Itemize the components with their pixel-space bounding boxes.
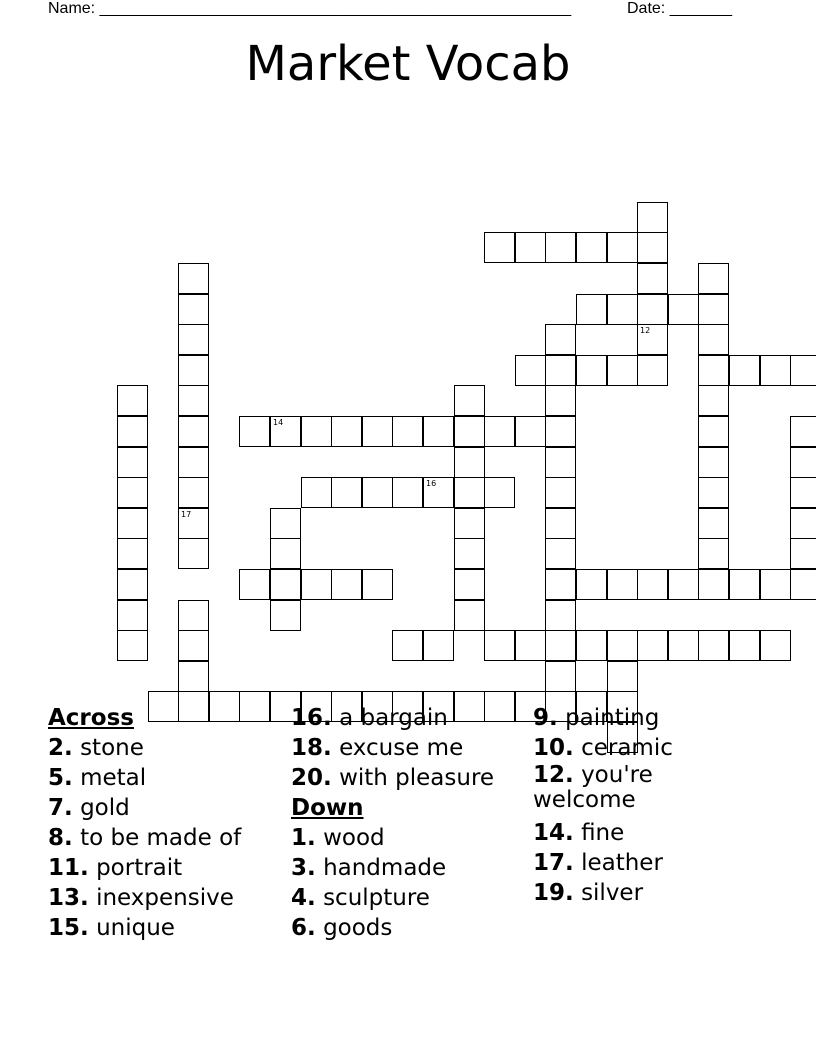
grid-cell[interactable]	[637, 324, 668, 355]
grid-cell[interactable]	[545, 508, 576, 539]
grid-cell[interactable]	[484, 477, 515, 508]
grid-cell[interactable]	[178, 661, 209, 692]
grid-cell[interactable]	[698, 324, 729, 355]
grid-cell[interactable]	[331, 416, 362, 447]
grid-cell[interactable]	[454, 477, 485, 508]
grid-cell[interactable]	[698, 508, 729, 539]
grid-cell[interactable]	[790, 447, 816, 478]
grid-cell[interactable]	[331, 569, 362, 600]
grid-cell[interactable]	[729, 569, 760, 600]
grid-cell[interactable]	[454, 508, 485, 539]
grid-cell[interactable]	[178, 294, 209, 325]
grid-cell[interactable]	[454, 600, 485, 631]
grid-cell[interactable]	[790, 508, 816, 539]
across-clue-13: 13. inexpensive	[48, 885, 234, 911]
grid-cell[interactable]	[178, 324, 209, 355]
grid-cell[interactable]	[423, 416, 454, 447]
grid-cell[interactable]	[454, 569, 485, 600]
grid-cell[interactable]	[515, 355, 546, 386]
clue-number-label: 14	[273, 418, 284, 427]
grid-cell[interactable]	[362, 569, 393, 600]
grid-cell[interactable]	[576, 232, 607, 263]
grid-cell[interactable]	[178, 600, 209, 631]
grid-cell[interactable]	[392, 416, 423, 447]
across-clue-18: 18. excuse me	[291, 735, 464, 761]
grid-cell[interactable]	[607, 569, 638, 600]
grid-cell[interactable]	[331, 477, 362, 508]
header-line	[48, 0, 748, 20]
grid-cell[interactable]	[698, 538, 729, 569]
grid-cell[interactable]	[576, 355, 607, 386]
grid-cell[interactable]	[607, 661, 638, 692]
across-clue-15: 15. unique	[48, 915, 175, 941]
grid-cell[interactable]	[239, 416, 270, 447]
clue-number-label: 12	[640, 326, 651, 335]
across-clue-16: 16. a bargain	[291, 705, 448, 731]
grid-cell[interactable]	[607, 232, 638, 263]
page-title: Market Vocab	[245, 36, 571, 92]
down-clue-17: 17. leather	[533, 850, 663, 876]
grid-cell[interactable]	[239, 691, 270, 722]
grid-cell[interactable]	[454, 416, 485, 447]
down-clue-3: 3. handmade	[291, 855, 447, 881]
grid-cell[interactable]	[270, 600, 301, 631]
grid-cell[interactable]	[545, 600, 576, 631]
grid-cell[interactable]	[668, 630, 699, 661]
grid-cell[interactable]	[729, 355, 760, 386]
grid-cell[interactable]	[117, 477, 148, 508]
grid-cell[interactable]	[178, 416, 209, 447]
clue-column-2	[291, 703, 494, 943]
grid-cell[interactable]	[545, 661, 576, 692]
grid-cell[interactable]	[698, 263, 729, 294]
grid-cell[interactable]	[698, 294, 729, 325]
grid-cell[interactable]	[790, 355, 816, 386]
grid-cell[interactable]	[484, 416, 515, 447]
clue-number-label: 17	[181, 510, 192, 519]
grid-cell[interactable]	[637, 630, 668, 661]
grid-cell[interactable]	[698, 569, 729, 600]
across-clue-2: 2. stone	[48, 735, 144, 761]
grid-cell[interactable]	[576, 569, 607, 600]
grid-cell[interactable]	[698, 385, 729, 416]
grid-cell[interactable]	[637, 569, 668, 600]
grid-cell[interactable]	[576, 294, 607, 325]
grid-cell[interactable]	[545, 385, 576, 416]
grid-cell[interactable]	[545, 477, 576, 508]
grid-cell[interactable]	[545, 232, 576, 263]
grid-cell[interactable]	[760, 355, 791, 386]
grid-cell[interactable]	[117, 447, 148, 478]
grid-cell[interactable]	[117, 538, 148, 569]
down-clue-1: 1. wood	[291, 825, 385, 851]
grid-cell[interactable]	[790, 569, 816, 600]
grid-cell[interactable]	[698, 630, 729, 661]
grid-cell[interactable]	[301, 477, 332, 508]
grid-cell[interactable]	[454, 538, 485, 569]
grid-cell[interactable]	[484, 630, 515, 661]
grid-cell[interactable]	[698, 355, 729, 386]
grid-cell[interactable]	[178, 508, 209, 539]
grid-cell[interactable]	[484, 232, 515, 263]
grid-cell[interactable]	[423, 630, 454, 661]
grid-cell[interactable]	[698, 447, 729, 478]
grid-cell[interactable]	[790, 477, 816, 508]
across-clue-8: 8. to be made of	[48, 825, 242, 851]
grid-cell[interactable]	[454, 447, 485, 478]
grid-cell[interactable]	[637, 294, 668, 325]
grid-cell[interactable]	[545, 416, 576, 447]
grid-cell[interactable]	[454, 385, 485, 416]
grid-cell[interactable]	[117, 385, 148, 416]
grid-cell[interactable]	[178, 630, 209, 661]
grid-cell[interactable]	[270, 569, 301, 600]
clue-column-1	[48, 703, 241, 943]
grid-cell[interactable]	[698, 416, 729, 447]
grid-cell[interactable]	[698, 477, 729, 508]
grid-cell[interactable]	[637, 355, 668, 386]
grid-cell[interactable]	[117, 569, 148, 600]
grid-cell[interactable]	[790, 416, 816, 447]
grid-cell[interactable]	[117, 416, 148, 447]
grid-cell[interactable]	[178, 538, 209, 569]
grid-cell[interactable]	[392, 477, 423, 508]
grid-cell[interactable]	[729, 630, 760, 661]
grid-cell[interactable]	[607, 355, 638, 386]
down-clue-10: 10. ceramic	[533, 735, 673, 761]
date-field-label[interactable]: Date: _______	[627, 0, 732, 17]
grid-cell[interactable]	[178, 385, 209, 416]
grid-cell[interactable]	[515, 416, 546, 447]
grid-cell[interactable]	[117, 630, 148, 661]
clue-number-label: 16	[426, 479, 437, 488]
down-clue-12: 12. you're welcome	[533, 762, 653, 813]
grid-cell[interactable]	[607, 630, 638, 661]
clue-column-3	[533, 703, 803, 908]
grid-cell[interactable]	[668, 294, 699, 325]
grid-cell[interactable]	[760, 569, 791, 600]
down-clue-4: 4. sculpture	[291, 885, 430, 911]
grid-cell[interactable]	[576, 630, 607, 661]
down-clue-6: 6. goods	[291, 915, 393, 941]
grid-cell[interactable]	[270, 508, 301, 539]
grid-cell[interactable]	[117, 508, 148, 539]
grid-cell[interactable]	[178, 263, 209, 294]
grid-cell[interactable]	[607, 294, 638, 325]
name-field-label[interactable]: Name: _____________________________________________________	[48, 0, 572, 17]
across-clue-20: 20. with pleasure	[291, 765, 495, 791]
across-clue-11: 11. portrait	[48, 855, 183, 881]
grid-cell[interactable]	[515, 630, 546, 661]
grid-cell[interactable]	[239, 569, 270, 600]
grid-cell[interactable]	[301, 569, 332, 600]
grid-cell[interactable]	[178, 447, 209, 478]
grid-cell[interactable]	[178, 355, 209, 386]
grid-cell[interactable]	[423, 477, 454, 508]
across-clue-5: 5. metal	[48, 765, 147, 791]
grid-cell[interactable]	[545, 324, 576, 355]
grid-cell[interactable]	[362, 416, 393, 447]
grid-cell[interactable]	[392, 630, 423, 661]
grid-cell[interactable]	[637, 263, 668, 294]
across-clue-7: 7. gold	[48, 795, 130, 821]
grid-cell[interactable]	[760, 630, 791, 661]
grid-cell[interactable]	[637, 202, 668, 233]
grid-cell[interactable]	[270, 538, 301, 569]
grid-cell[interactable]	[270, 416, 301, 447]
grid-cell[interactable]	[301, 416, 332, 447]
grid-cell[interactable]	[790, 538, 816, 569]
grid-cell[interactable]	[545, 569, 576, 600]
grid-cell[interactable]	[117, 600, 148, 631]
down-heading: Down	[291, 795, 364, 821]
grid-cell[interactable]	[362, 477, 393, 508]
down-clue-14: 14. fine	[533, 820, 625, 846]
grid-cell[interactable]	[515, 232, 546, 263]
grid-cell[interactable]	[545, 630, 576, 661]
down-clue-9: 9. painting	[533, 705, 660, 731]
grid-cell[interactable]	[178, 477, 209, 508]
grid-cell[interactable]	[545, 447, 576, 478]
grid-cell[interactable]	[545, 538, 576, 569]
grid-cell[interactable]	[637, 232, 668, 263]
down-clue-19: 19. silver	[533, 880, 644, 906]
across-heading: Across	[48, 705, 134, 731]
grid-cell[interactable]	[545, 355, 576, 386]
grid-cell[interactable]	[668, 569, 699, 600]
